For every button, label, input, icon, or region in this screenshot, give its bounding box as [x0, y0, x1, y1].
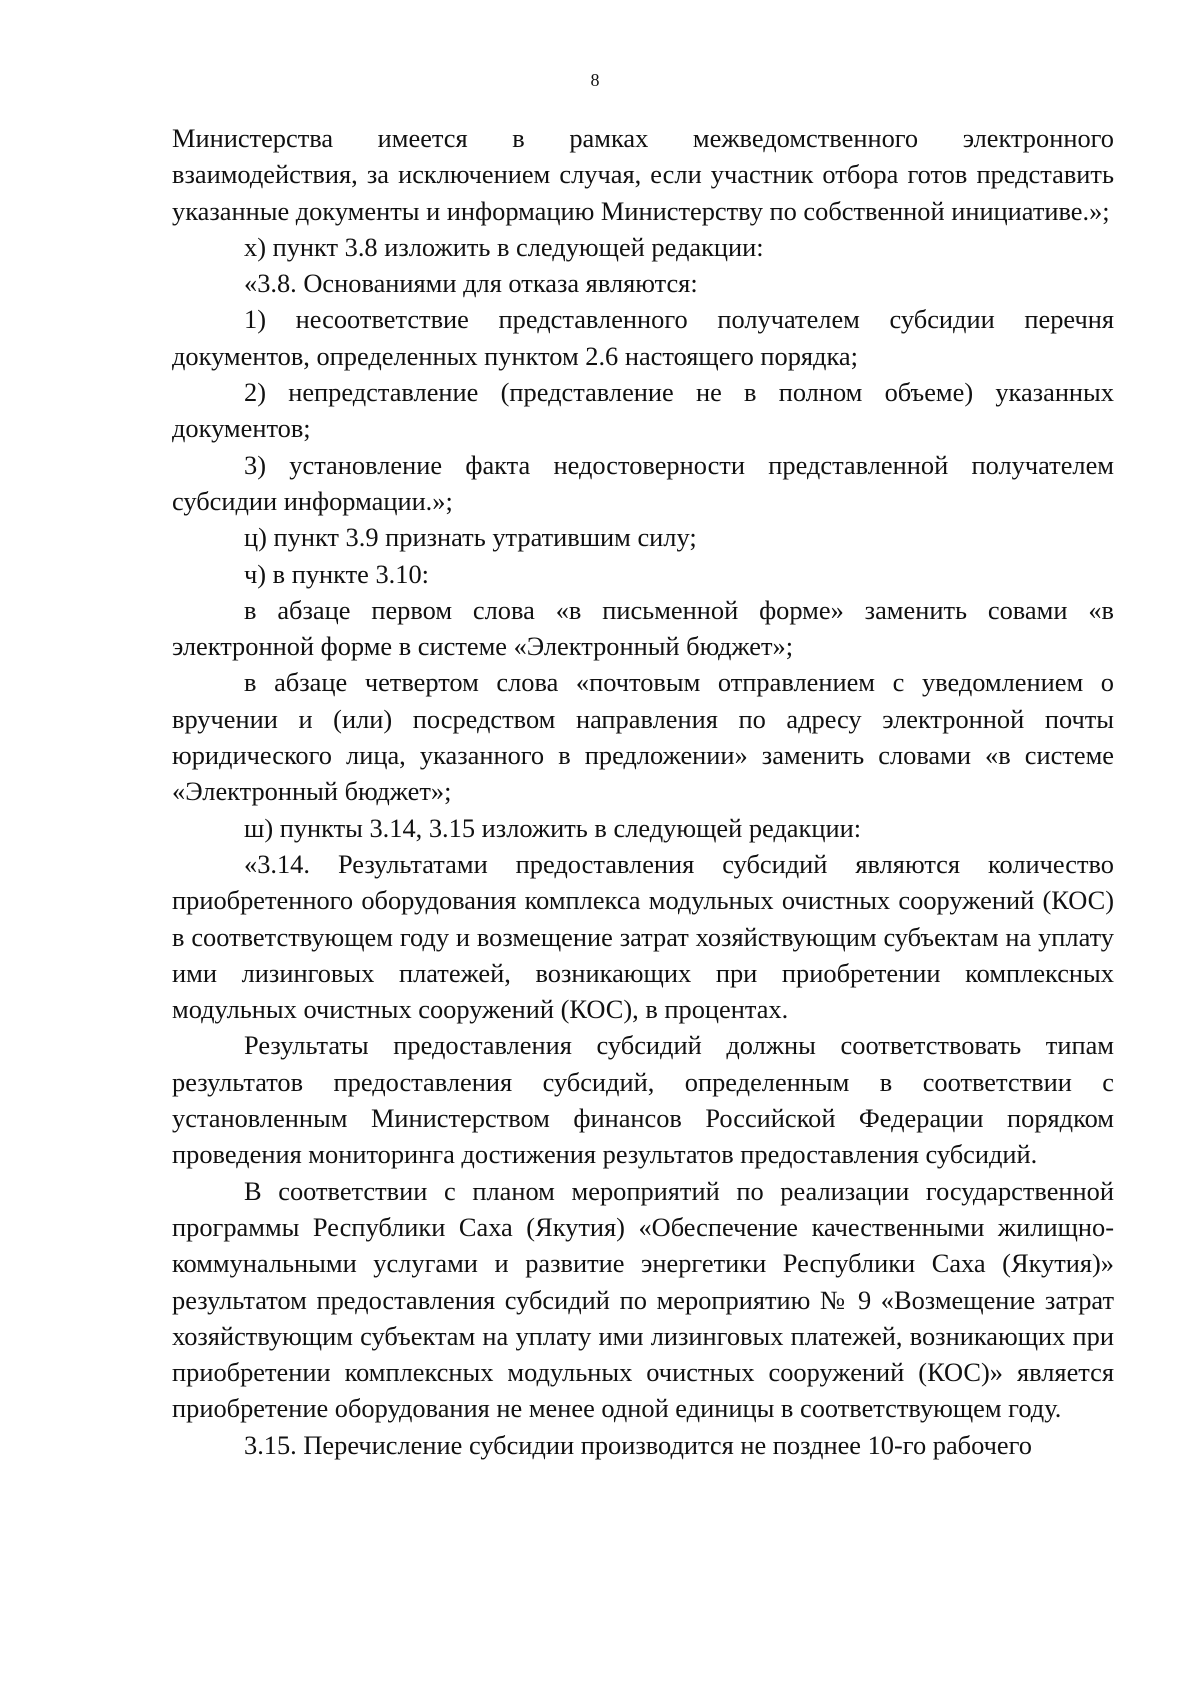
- paragraph-continuation: Министерства имеется в рамках межведомственного электронного взаимодействия, за исключением случая, если участник отбора готов представить указанные документы и информацию Министерству по собственной инициативе.»;: [172, 123, 1114, 226]
- paragraph-program-plan: В соответствии с планом мероприятий по реализации государственной программы Республики Саха (Якутия) «Обеспечение качественными жилищно-коммунальными услугами и развитие энергетики Республики Саха (Якутия)» результатом предоставления субсидий по мероприятию № 9 «Возмещение затрат хозяйствующим субъектам на уплату ими лизинговых платежей, возникающих при приобретении комплексных модульных очистных сооружений (КОС)» является приобретение оборудования не менее одной единицы в соответствующем году.: [172, 1175, 1114, 1424]
- page-number: 8: [590, 70, 600, 90]
- paragraph-clause-3-14: «3.14. Результатами предоставления субсидий являются количество приобретенного оборудования комплекса модульных очистных сооружений (КОС) в соответствующем году и возмещение затрат хозяйствующим субъектам на уплату ими лизинговых платежей, возникающих при приобретении комплексных модульных очистных сооружений (КОС), в процентах.: [172, 848, 1114, 1025]
- paragraph-ground-1: 1) несоответствие представленного получателем субсидии перечня документов, определенных пунктом 2.6 настоящего порядка;: [172, 304, 1114, 371]
- paragraph-ground-2: 2) непредставление (представление не в полном объеме) указанных документов;: [172, 377, 1114, 444]
- paragraph-clause-3-15: 3.15. Перечисление субсидии производится не позднее 10-го рабочего: [244, 1429, 1032, 1460]
- paragraph-item-kh: х) пункт 3.8 изложить в следующей редакции:: [244, 231, 764, 262]
- paragraph-clause-3-8: «3.8. Основаниями для отказа являются:: [244, 268, 698, 299]
- paragraph-item-sh: ш) пункты 3.14, 3.15 изложить в следующей редакции:: [244, 812, 862, 843]
- paragraph-ground-3: 3) установление факта недостоверности представленной получателем субсидии информации.»;: [172, 449, 1114, 516]
- document-body: [172, 120, 1114, 1463]
- paragraph-results-types: Результаты предоставления субсидий должны соответствовать типам результатов предоставления субсидий, определенным в соответствии с установленным Министерством финансов Российской Федерации порядком проведения мониторинга достижения результатов предоставления субсидий.: [172, 1030, 1114, 1170]
- paragraph-item-ts: ц) пункт 3.9 признать утратившим силу;: [244, 522, 697, 553]
- paragraph-first-abzac: в абзаце первом слова «в письменной форме» заменить совами «в электронной форме в системе «Электронный бюджет»;: [172, 594, 1114, 662]
- paragraph-fourth-abzac: в абзаце четвертом слова «почтовым отправлением с уведомлением о вручении и (или) посредством направления по адресу электронной почты юридического лица, указанного в предложении» заменить словами «в системе «Электронный бюджет»;: [172, 667, 1114, 807]
- paragraph-item-ch: ч) в пункте 3.10:: [244, 558, 429, 589]
